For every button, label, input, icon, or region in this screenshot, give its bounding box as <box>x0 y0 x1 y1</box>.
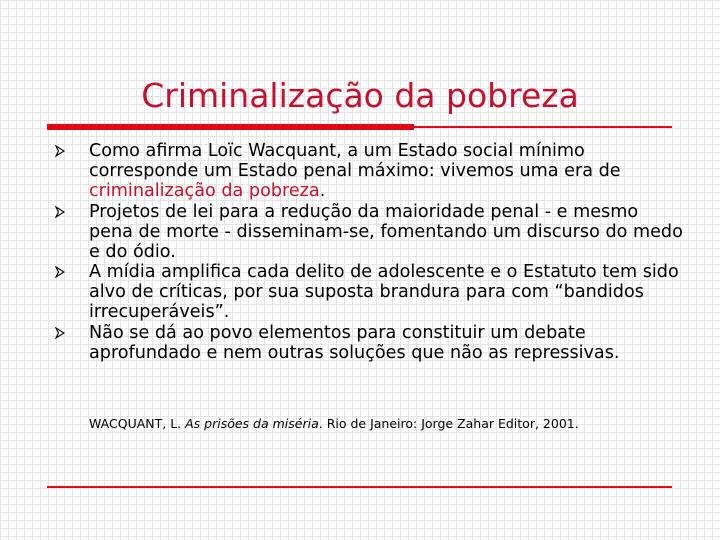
bibliographic-reference <box>89 416 689 431</box>
arrowhead-bullet-icon <box>55 327 65 339</box>
bullet-text: Como afirma Loïc Wacquant, a um Estado social mínimo corresponde um Estado penal máximo: vivemos uma era de <box>89 141 621 181</box>
footer-rule <box>47 486 672 488</box>
bullet-text: Não se dá ao povo elementos para constituir um debate aprofundado e nem outras soluções que não as repressivas. <box>89 322 620 363</box>
arrowhead-bullet-icon <box>55 145 65 157</box>
slide-title: Criminalização da pobreza <box>141 76 579 115</box>
bullet-item <box>55 323 685 363</box>
bullet-text: A mídia amplifica cada delito de adolescente e o Estatuto tem sido alvo de críticas, por sua suposta brandura para com “bandidos irrecuperáveis”. <box>89 262 679 322</box>
bullet-item <box>55 141 685 201</box>
highlighted-phrase: criminalização da pobreza <box>89 181 320 201</box>
reference-author: WACQUANT, L. <box>89 416 186 431</box>
bullet-list <box>55 141 685 363</box>
bullet-item <box>55 262 685 322</box>
bullet-text-end: . <box>319 181 326 201</box>
arrowhead-bullet-icon <box>55 266 65 278</box>
bullet-text: Projetos de lei para a redução da maioridade penal - e mesmo pena de morte - disseminam-se, fomentando um discurso do medo e do ódio. <box>89 201 683 262</box>
reference-work-title: As prisões da miséria <box>185 416 319 431</box>
arrowhead-bullet-icon <box>55 206 65 218</box>
title-underline-thin <box>47 126 672 128</box>
reference-publisher: . Rio de Janeiro: Jorge Zahar Editor, 2001. <box>318 416 579 431</box>
bullet-item <box>55 202 685 262</box>
